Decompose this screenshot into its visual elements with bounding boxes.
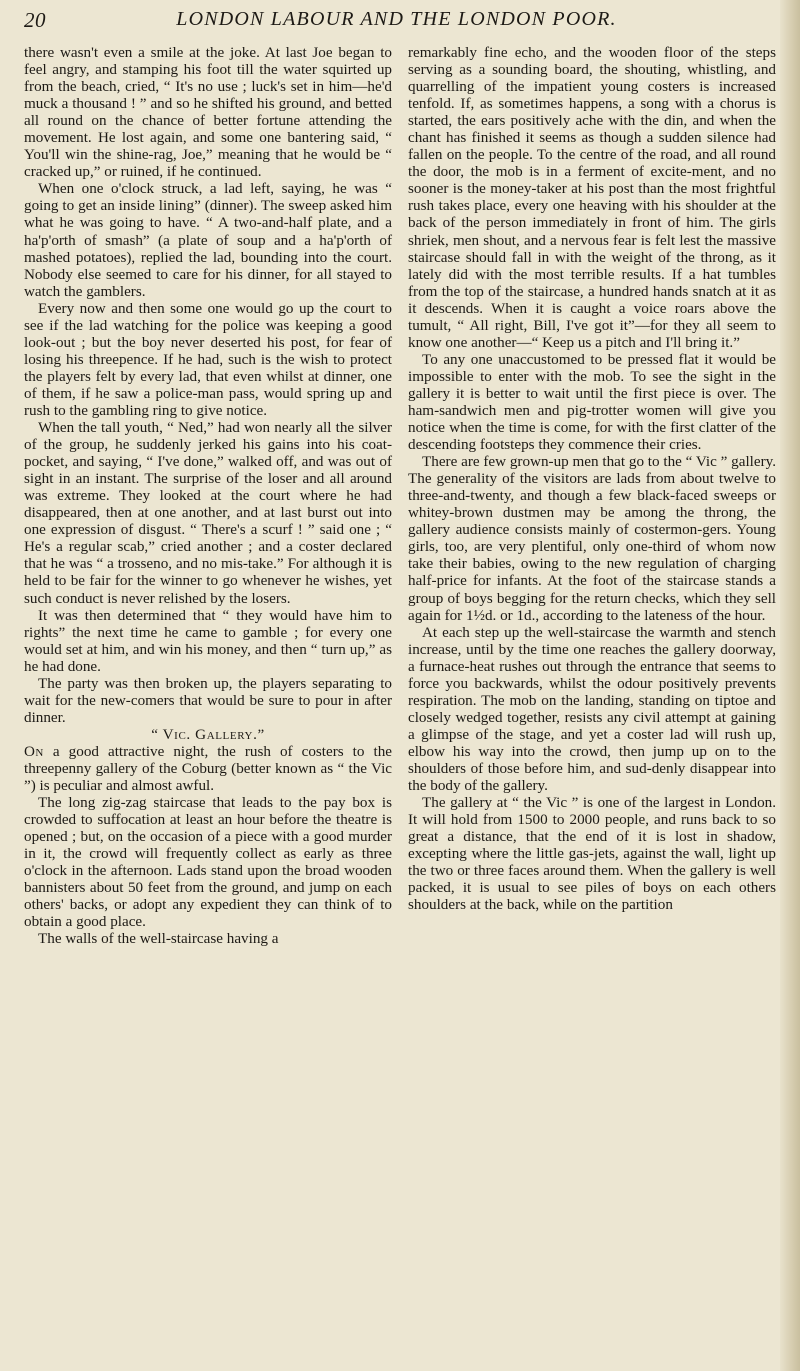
paragraph: remarkably fine echo, and the wooden floor of the steps serving as a sounding board, the shouting, whistling, and quarrelling of the impatient young costers is increased tenfold. If, as sometimes happens, a song with a chorus is started, the ears positively ache with the din, and when the chant has finished it seems as though a sudden silence had fallen on the people. To the centre of the road, and all round the door, the mob is in a ferment of excite-ment, and no sooner is the money-taker at his post than the most frightful rush takes place, every one heaving with his shoulder at the back of the person immediately in front of him. The girls shriek, men shout, and a nervous fear is felt lest the massive staircase should fall in with the weight of the throng, as it lately did with the most terrible results. If a hat tumbles from the top of the staircase, a hundred hands snatch at it as it descends. When it is caught a voice roars above the tumult, “ All right, Bill, I've got it”—for they all seem to know one another—“ Keep us a pitch and I'll bring it.” [408,44,776,351]
right-column [408,44,776,913]
left-column [24,44,392,947]
paragraph: Every now and then some one would go up the court to see if the lad watching for the police was keeping a good look-out ; but the boy never deserted his post, for fear of losing his threepence. If he had, such is the wish to protect the players felt by every lad, that even whilst at dinner, one of them, if he saw a police-man pass, would spring up and rush to the gambling ring to give notice. [24,299,392,419]
paragraph: The party was then broken up, the players separating to wait for the new-comers that would be sure to pour in after dinner. [24,674,392,726]
paragraph: The long zig-zag staircase that leads to the pay box is crowded to suffocation at least an hour before the theatre is opened ; but, on the occasion of a piece with a good murder in it, the crowd will frequently collect as early as three o'clock in the afternoon. Lads stand upon the broad wooden bannisters about 50 feet from the ground, and jump on each others' backs, or adopt any expedient they can think of to obtain a good place. [24,794,392,931]
page-number: 20 [24,8,46,32]
section-heading [24,726,392,743]
paragraph: The gallery at “ the Vic ” is one of the largest in London. It will hold from 1500 to 2000 people, and runs back to so great a distance, that the end of it is lost in shadow, excepting where the little gas-jets, against the wall, light up the two or three faces around them. When the gallery is well packed, it is usual to see piles of boys on each others shoulders at the back, while on the partition [408,794,776,914]
paragraph: To any one unaccustomed to be pressed flat it would be impossible to enter with the mob. To see the sight in the gallery it is better to wait until the first piece is over. The ham-sandwich men and pig-trotter women will give you notice when the time is come, for with the first clatter of the descending footsteps they commence their cries. [408,350,776,454]
section-heading-text: “ Vic. Gallery.” [151,725,265,743]
paragraph: At each step up the well-staircase the warmth and stench increase, until by the time one reaches the gallery doorway, a furnace-heat rushes out through the entrance that seems to force you backwards, whilst the odour positively prevents respiration. The mob on the landing, standing on tiptoe and closely wedged together, resists any civil attempt at gaining a glimpse of the stage, and yet a coster lad will rush up, elbow his way into the crowd, then jump up on to the shoulders of those before him, and sud-denly disappear into the body of the gallery. [408,623,776,795]
page-edge [780,0,800,1371]
section-first-paragraph [24,743,392,794]
page-header [24,8,769,34]
section-lead-word: On [24,742,44,760]
paragraph: It was then determined that “ they would have him to rights” the next time he came to gamble ; for every one would set at him, and win his money, and then “ turn up,” as he had done. [24,606,392,675]
running-title: LONDON LABOUR AND THE LONDON POOR. [176,8,617,30]
paragraph: there wasn't even a smile at the joke. At last Joe began to feel angry, and stamping his foot till the water squirted up from the beach, cried, “ It's no use ; luck's set in him—he'd muck a thousand ! ” and so he shifted his ground, and betted all round on the chance of better fortune attending the movement. He lost again, and some one bantering said, “ You'll win the shine-rag, Joe,” meaning that he would be “ cracked up,” or ruined, if he continued. [24,44,392,181]
paragraph: There are few grown-up men that go to the “ Vic ” gallery. The generality of the visitors are lads from about twelve to three-and-twenty, and though a few black-faced sweeps or whitey-brown dustmen may be among the throng, the gallery audience consists mainly of costermon-gers. Young girls, too, are very plentiful, only one-third of whom now take their babies, owing to the new regulation of charging half-price for infants. At the foot of the staircase stands a group of boys begging for the return checks, which they sell again for 1½d. or 1d., according to the lateness of the hour. [408,453,776,624]
section-first-paragraph-text: a good attractive night, the rush of costers to the threepenny gallery of the Coburg (better known as “ the Vic ”) is peculiar and almost awful. [24,742,392,795]
paragraph: When the tall youth, “ Ned,” had won nearly all the silver of the group, he suddenly jerked his gains into his coat-pocket, and saying, “ I've done,” walked off, and was out of sight in an instant. The surprise of the loser and all around was extreme. They looked at the court where he had disappeared, then at one another, and at last burst out into one expression of disgust. “ There's a scurf ! ” said one ; “ He's a regular scab,” cried another ; and a coster declared that he was “ a trosseno, and no mis-take.” For although it is held to be fair for the winner to go whenever he wishes, yet such conduct is never relished by the losers. [24,419,392,607]
paragraph: The walls of the well-staircase having a [38,930,279,948]
paragraph: When one o'clock struck, a lad left, saying, he was “ going to get an inside lining” (dinner). The sweep asked him what he was going to have. “ A two-and-half plate, and a ha'p'orth of smash” (a plate of soup and a ha'p'orth of mashed potatoes), replied the lad, bounding into the court. Nobody else seemed to care for his dinner, for all stayed to watch the gamblers. [24,180,392,300]
